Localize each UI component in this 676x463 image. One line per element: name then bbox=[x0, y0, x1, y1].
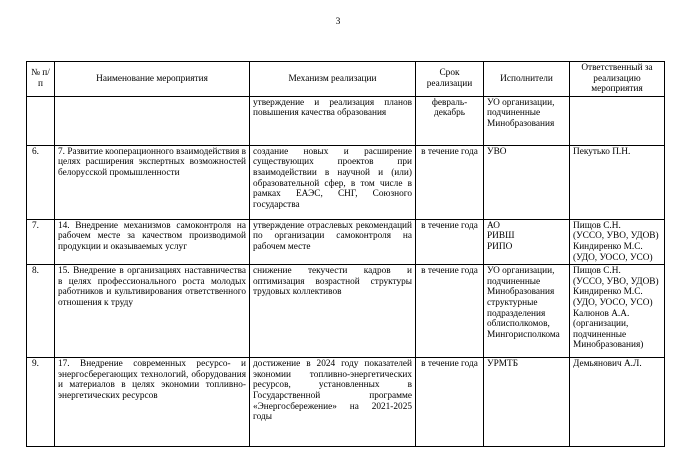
row-mechanism: создание новых и расширение существующих проектов при взаимодействии в научной и (или) образовательной сфер, в том числе в рамках ЕАЭС, СНГ, Союзного государства bbox=[250, 145, 416, 219]
header-num: № п/п bbox=[27, 62, 55, 97]
row-executors: АО РИВШ РИПО bbox=[484, 219, 570, 264]
row-executors: УВО bbox=[484, 145, 570, 219]
table-header-row bbox=[27, 62, 665, 97]
row-term: в течение года bbox=[416, 358, 484, 447]
row-num: 6. bbox=[27, 145, 55, 219]
row-mechanism: снижение текучести кадров и оптимизация возрастной структуры трудовых коллективов bbox=[250, 265, 416, 358]
row-num bbox=[27, 96, 55, 145]
table-row bbox=[27, 358, 665, 447]
row-executors: УО организации, подчиненные Минобразования bbox=[484, 96, 570, 145]
table-row bbox=[27, 219, 665, 264]
row-executors: УО организации, подчиненные Минобразования структурные подразделения облисполкомов, Мингорисполкома bbox=[484, 265, 570, 358]
row-name: 15. Внедрение в организациях наставничества в целях профессионального роста молодых работников и культивирования ответственного отношения к труду bbox=[55, 265, 250, 358]
header-term: Срок реализации bbox=[416, 62, 484, 97]
row-name: 14. Внедрение механизмов самоконтроля на рабочем месте за качеством производимой продукции и оказываемых услуг bbox=[55, 219, 250, 264]
row-name: 7. Развитие кооперационного взаимодействия в целях расширения экспертных возможностей белорусской промышленности bbox=[55, 145, 250, 219]
header-mechanism: Механизм реализации bbox=[250, 62, 416, 97]
row-responsible: Пекутько П.Н. bbox=[570, 145, 665, 219]
row-executors: УРМТБ bbox=[484, 358, 570, 447]
header-name: Наименование мероприятия bbox=[55, 62, 250, 97]
row-term: в течение года bbox=[416, 265, 484, 358]
row-term: в течение года bbox=[416, 145, 484, 219]
row-responsible: Пищов С.Н. (УССО, УВО, УДОВ) Киндиренко М.С. (УДО, УОСО, УСО) Калюнов А.А. (организации, подчиненные Минобразования) bbox=[570, 265, 665, 358]
table-row bbox=[27, 96, 665, 145]
row-responsible: Пищов С.Н. (УССО, УВО, УДОВ) Киндиренко М.С. (УДО, УОСО, УСО) bbox=[570, 219, 665, 264]
header-executors: Исполнители bbox=[484, 62, 570, 97]
row-responsible: Демьянович А.Л. bbox=[570, 358, 665, 447]
row-mechanism: утверждение и реализация планов повышения качества образования bbox=[250, 96, 416, 145]
row-name bbox=[55, 96, 250, 145]
row-num: 9. bbox=[27, 358, 55, 447]
events-table bbox=[26, 61, 665, 447]
row-term: февраль-декабрь bbox=[416, 96, 484, 145]
table-row bbox=[27, 265, 665, 358]
row-term: в течение года bbox=[416, 219, 484, 264]
row-mechanism: достижение в 2024 году показателей экономии топливно-энергетических ресурсов, установленных в Государственной программе «Энергосбережение» на 2021-2025 годы bbox=[250, 358, 416, 447]
page-number: 3 bbox=[335, 17, 341, 27]
row-responsible bbox=[570, 96, 665, 145]
row-name: 17. Внедрение современных ресурсо- и энергосберегающих технологий, оборудования и материалов в целях экономии топливно-энергетических ресурсов bbox=[55, 358, 250, 447]
header-responsible: Ответственный за реализацию мероприятия bbox=[570, 62, 665, 97]
row-num: 7. bbox=[27, 219, 55, 264]
row-num: 8. bbox=[27, 265, 55, 358]
table-row bbox=[27, 145, 665, 219]
row-mechanism: утверждение отраслевых рекомендаций по организации самоконтроля на рабочем месте bbox=[250, 219, 416, 264]
